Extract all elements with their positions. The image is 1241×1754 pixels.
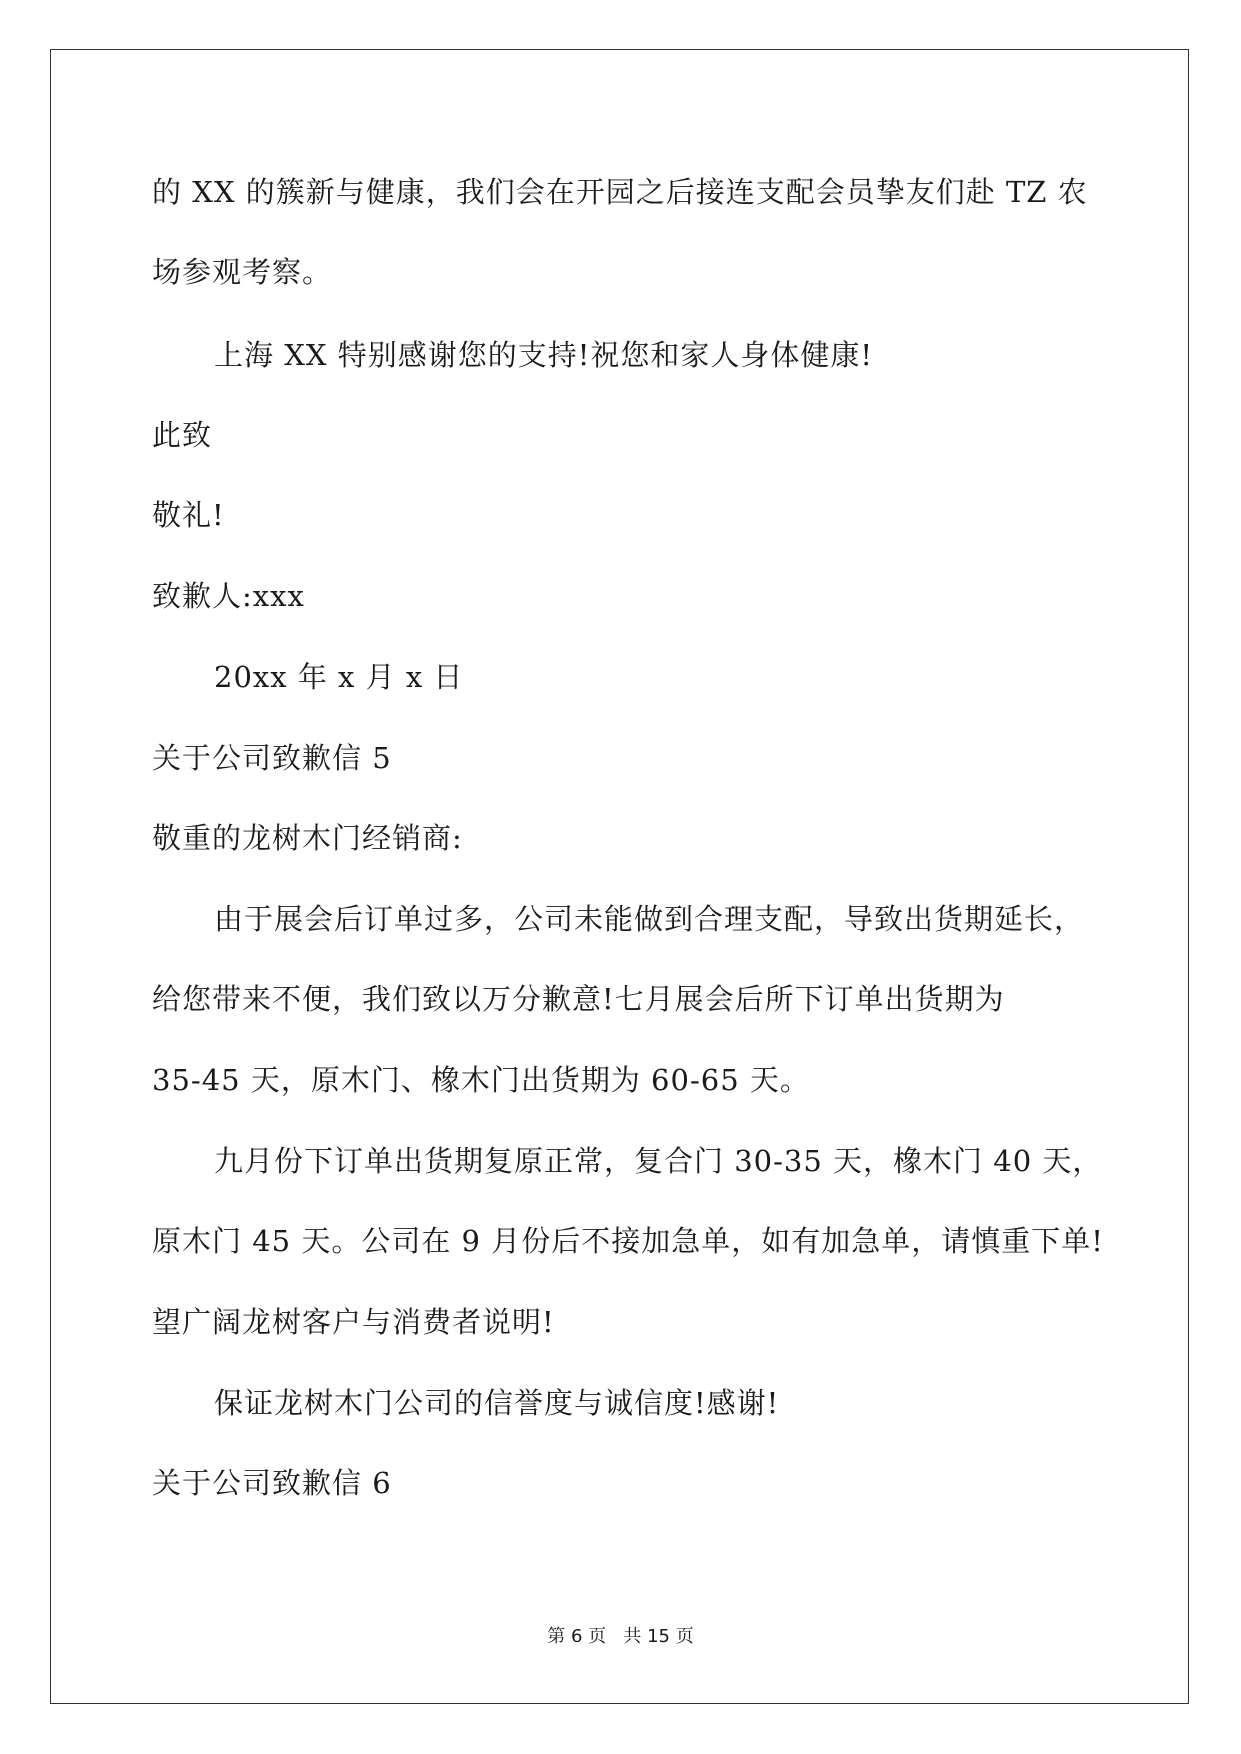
salutation-line: 敬礼! xyxy=(152,498,225,532)
section-heading: 关于公司致歉信 5 xyxy=(152,741,392,775)
body-line: 的 XX 的簇新与健康，我们会在开园之后接连支配会员挚友们赴 TZ 农 xyxy=(152,175,1088,209)
body-line: 九月份下订单出货期复原正常，复合门 30-35 天，橡木门 40 天， xyxy=(214,1144,1103,1178)
salutation-line: 此致 xyxy=(152,418,213,452)
body-line: 望广阔龙树客户与消费者说明! xyxy=(152,1305,555,1339)
greeting-line: 敬重的龙树木门经销商: xyxy=(152,821,463,855)
body-line: 原木门 45 天。公司在 9 月份后不接加急单，如有加急单，请慎重下单! xyxy=(152,1224,1104,1258)
body-line: 上海 XX 特别感谢您的支持!祝您和家人身体健康! xyxy=(214,338,874,372)
body-line: 35-45 天，原木门、橡木门出货期为 60-65 天。 xyxy=(152,1063,810,1097)
section-heading: 关于公司致歉信 6 xyxy=(152,1466,392,1500)
body-line: 保证龙树木门公司的信誉度与诚信度!感谢! xyxy=(214,1386,780,1420)
signature-line: 致歉人:xxx xyxy=(152,579,305,613)
page-number-footer: 第 6 页 共 15 页 xyxy=(547,1626,694,1647)
body-line: 场参观考察。 xyxy=(152,255,333,289)
body-line: 给您带来不便，我们致以万分歉意!七月展会后所下订单出货期为 xyxy=(152,982,1005,1016)
page-frame xyxy=(50,49,1189,1704)
date-line: 20xx 年 x 月 x 日 xyxy=(214,660,464,694)
body-line: 由于展会后订单过多，公司未能做到合理支配，导致出货期延长， xyxy=(214,902,1085,936)
